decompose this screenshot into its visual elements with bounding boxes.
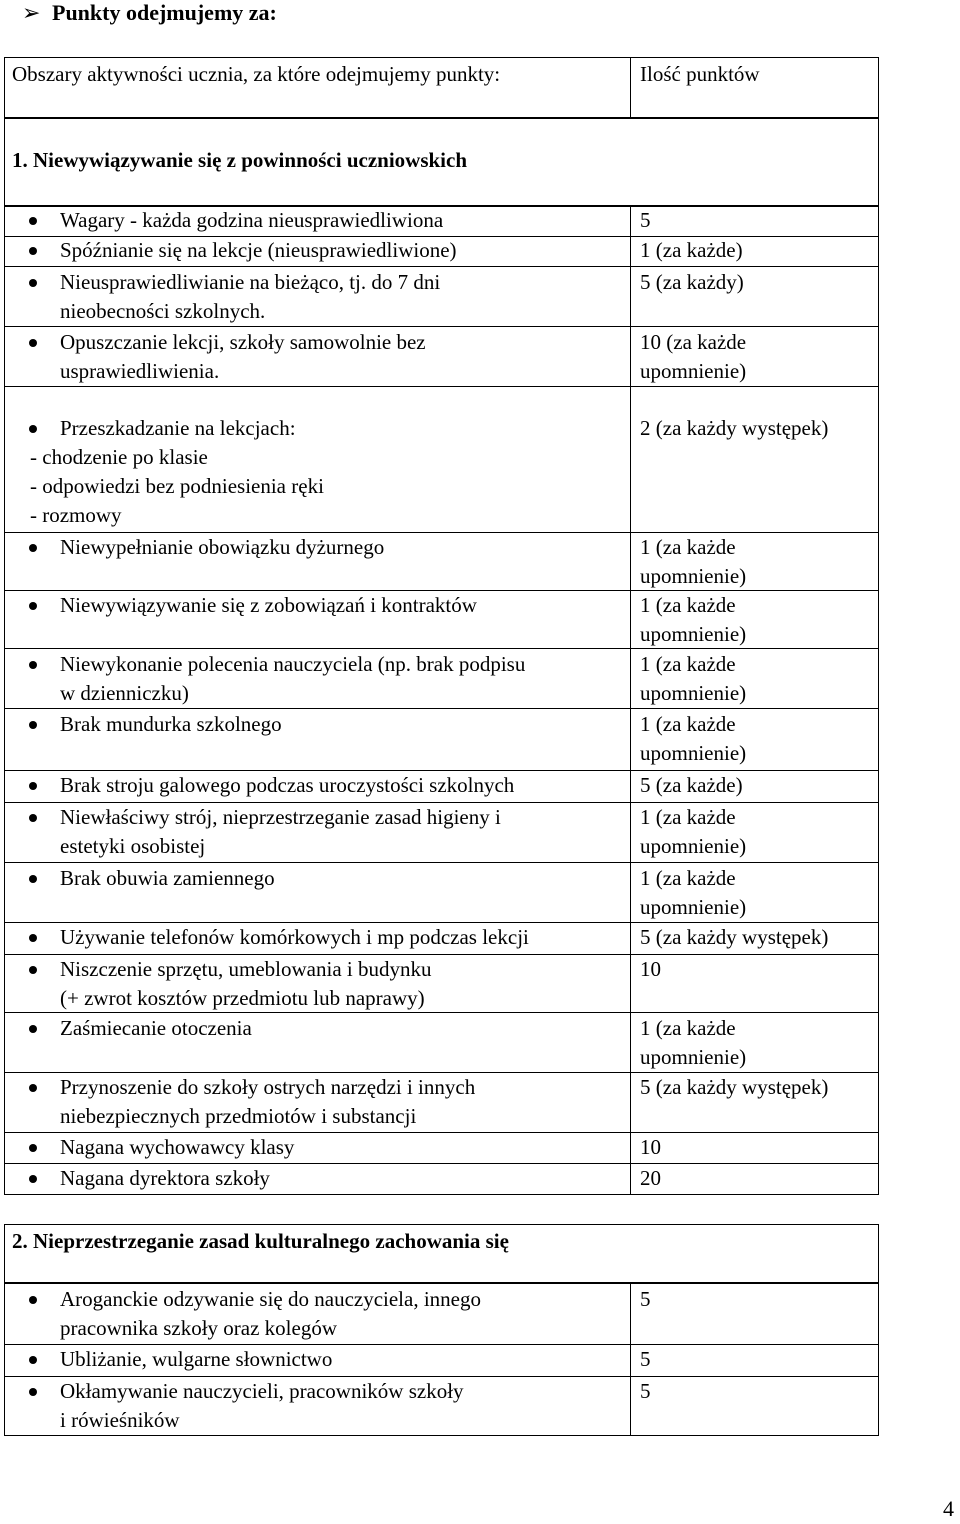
row-text: Brak stroju galowego podczas uroczystości szkolnych bbox=[60, 773, 515, 797]
points-column-divider bbox=[630, 1282, 631, 1436]
points-column-header: Ilość punktów bbox=[640, 62, 760, 86]
page-number: 4 bbox=[943, 1496, 954, 1521]
row-text: Niewypełnianie obowiązku dyżurnego bbox=[60, 535, 385, 559]
bullet-icon bbox=[29, 339, 37, 347]
row-points: 10 (za każde bbox=[640, 330, 747, 354]
bullet-icon bbox=[29, 602, 37, 610]
row-points: 1 (za każde bbox=[640, 652, 736, 676]
row-text: Ubliżanie, wulgarne słownictwo bbox=[60, 1347, 333, 1371]
row-text: estetyki osobistej bbox=[60, 834, 206, 858]
row-separator bbox=[4, 1012, 879, 1013]
row-text: usprawiedliwienia. bbox=[60, 359, 220, 383]
row-text: Przynoszenie do szkoły ostrych narzędzi i innych bbox=[60, 1075, 476, 1099]
row-text: Niewykonanie polecenia nauczyciela (np. brak podpisu bbox=[60, 652, 526, 676]
bullet-icon bbox=[29, 1388, 37, 1396]
header-divider bbox=[630, 57, 631, 119]
row-points: 1 (za każde bbox=[640, 866, 736, 890]
row-text: Nieusprawiedliwianie na bieżąco, tj. do 7 dni bbox=[60, 270, 441, 294]
row-points: 5 (za każdy występek) bbox=[640, 925, 829, 949]
row-text: Używanie telefonów komórkowych i mp podczas lekcji bbox=[60, 925, 529, 949]
row-points: upomnienie) bbox=[640, 622, 747, 646]
bullet-icon bbox=[29, 814, 37, 822]
arrow-bullet-icon: ➢ bbox=[22, 0, 41, 25]
row-points: 10 bbox=[640, 1135, 661, 1159]
row-points: 5 bbox=[640, 208, 651, 232]
bullet-icon bbox=[29, 782, 37, 790]
row-points: 1 (za każde bbox=[640, 535, 736, 559]
bullet-icon bbox=[29, 1084, 37, 1092]
row-text: Niewłaściwy strój, nieprzestrzeganie zasad higieny i bbox=[60, 805, 501, 829]
bullet-icon bbox=[29, 721, 37, 729]
bullet-icon bbox=[29, 1144, 37, 1152]
bullet-icon bbox=[29, 661, 37, 669]
row-text: Nagana dyrektora szkoły bbox=[60, 1166, 270, 1190]
row-text: Niszczenie sprzętu, umeblowania i budynku bbox=[60, 957, 432, 981]
section1-title: 1. Niewywiązywanie się z powinności uczniowskich bbox=[12, 148, 468, 172]
row-separator bbox=[4, 648, 879, 649]
row-text: - chodzenie po klasie bbox=[30, 445, 208, 469]
row-text: (+ zwrot kosztów przedmiotu lub naprawy) bbox=[60, 986, 425, 1010]
row-points: 1 (za każde bbox=[640, 712, 736, 736]
row-points: upomnienie) bbox=[640, 895, 747, 919]
area-column-header: Obszary aktywności ucznia, za które odejmujemy punkty: bbox=[12, 62, 501, 86]
row-points: 1 (za każde bbox=[640, 593, 736, 617]
row-points: upomnienie) bbox=[640, 834, 747, 858]
row-points: 5 bbox=[640, 1287, 651, 1311]
row-points: 1 (za każde bbox=[640, 805, 736, 829]
row-points: upomnienie) bbox=[640, 1045, 747, 1069]
bullet-icon bbox=[29, 966, 37, 974]
heading-title: Punkty odejmujemy za: bbox=[52, 0, 277, 25]
row-text: Opuszczanie lekcji, szkoły samowolnie bez bbox=[60, 330, 426, 354]
bullet-icon bbox=[29, 1175, 37, 1183]
section2-title: 2. Nieprzestrzeganie zasad kulturalnego zachowania się bbox=[12, 1229, 509, 1253]
row-points: 10 bbox=[640, 957, 661, 981]
bullet-icon bbox=[29, 934, 37, 942]
row-text: Wagary - każda godzina nieusprawiedliwiona bbox=[60, 208, 444, 232]
row-points: 5 (za każdy występek) bbox=[640, 1075, 829, 1099]
row-separator bbox=[4, 708, 879, 709]
bullet-icon bbox=[29, 1356, 37, 1364]
bullet-icon bbox=[29, 425, 37, 433]
bullet-icon bbox=[29, 217, 37, 225]
bullet-icon bbox=[29, 1296, 37, 1304]
row-points: 1 (za każde) bbox=[640, 238, 743, 262]
row-points: 5 (za każdy) bbox=[640, 270, 744, 294]
row-text: Brak obuwia zamiennego bbox=[60, 866, 275, 890]
row-points: upomnienie) bbox=[640, 741, 747, 765]
row-text: pracownika szkoły oraz kolegów bbox=[60, 1316, 337, 1340]
row-text: w dzienniczku) bbox=[60, 681, 189, 705]
row-separator bbox=[4, 386, 879, 387]
row-points: upomnienie) bbox=[640, 564, 747, 588]
row-text: Aroganckie odzywanie się do nauczyciela, innego bbox=[60, 1287, 481, 1311]
row-separator bbox=[4, 266, 879, 267]
page-heading bbox=[22, 0, 277, 26]
row-text: Nagana wychowawcy klasy bbox=[60, 1135, 295, 1159]
row-text: i rówieśników bbox=[60, 1408, 180, 1432]
row-separator bbox=[4, 862, 879, 863]
bullet-icon bbox=[29, 279, 37, 287]
bullet-icon bbox=[29, 247, 37, 255]
row-text: nieobecności szkolnych. bbox=[60, 299, 266, 323]
row-text: niebezpiecznych przedmiotów i substancji bbox=[60, 1104, 417, 1128]
row-points: 5 bbox=[640, 1379, 651, 1403]
row-text: Zaśmiecanie otoczenia bbox=[60, 1016, 252, 1040]
row-text: Okłamywanie nauczycieli, pracowników szkoły bbox=[60, 1379, 464, 1403]
points-column-divider bbox=[630, 205, 631, 1195]
row-points: 2 (za każdy występek) bbox=[640, 416, 829, 440]
row-text: Niewywiązywanie się z zobowiązań i kontraktów bbox=[60, 593, 477, 617]
row-text: Brak mundurka szkolnego bbox=[60, 712, 282, 736]
row-points: upomnienie) bbox=[640, 681, 747, 705]
row-points: 5 (za każde) bbox=[640, 773, 743, 797]
bullet-icon bbox=[29, 544, 37, 552]
row-points: upomnienie) bbox=[640, 359, 747, 383]
row-points: 20 bbox=[640, 1166, 661, 1190]
row-separator bbox=[4, 326, 879, 327]
bullet-icon bbox=[29, 1025, 37, 1033]
row-text: - rozmowy bbox=[30, 503, 122, 527]
row-text: - odpowiedzi bez podniesienia ręki bbox=[30, 474, 324, 498]
row-points: 1 (za każde bbox=[640, 1016, 736, 1040]
row-text: Spóźnianie się na lekcje (nieusprawiedliwione) bbox=[60, 238, 457, 262]
row-text: Przeszkadzanie na lekcjach: bbox=[60, 416, 296, 440]
row-points: 5 bbox=[640, 1347, 651, 1371]
bullet-icon bbox=[29, 875, 37, 883]
